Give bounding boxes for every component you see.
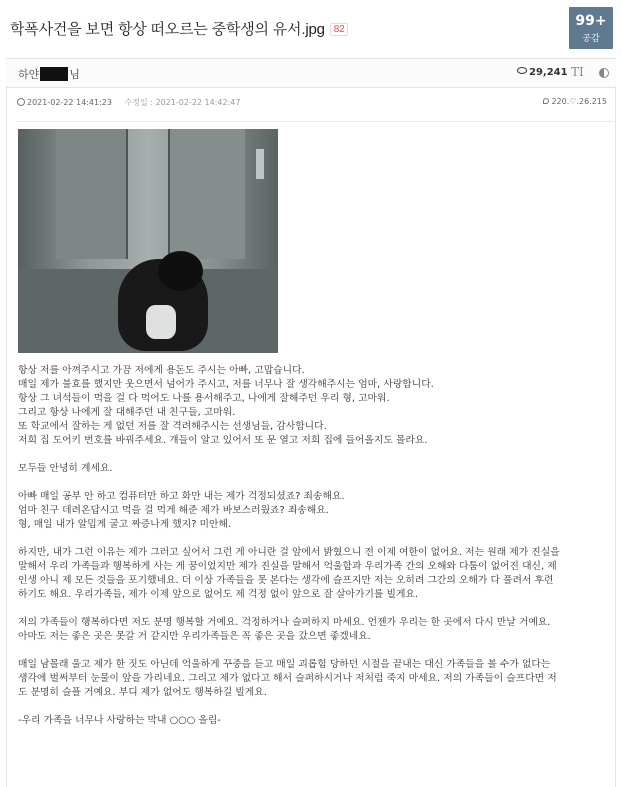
paragraph-gap xyxy=(18,644,608,658)
author-name[interactable] xyxy=(18,66,80,82)
meta-divider xyxy=(17,121,613,122)
eye-icon xyxy=(517,67,527,74)
vote-button[interactable] xyxy=(569,7,613,49)
body-line: 저희 집 도어키 번호를 바꿔주세요. 걔들이 알고 있어서 또 문 열고 저희 집에 들어올지도 몰라요. xyxy=(18,435,428,446)
author-prefix: 하얀 xyxy=(18,68,40,81)
photo-door-right xyxy=(168,129,245,259)
body-line: 인생 아니 제 모든 것들을 포기했네요. 더 이상 가족들을 못 본다는 생각에 슬프지만 저는 오히려 그간의 오해가 다 풀려서 후련 xyxy=(18,575,554,586)
location-pin-icon xyxy=(543,98,549,104)
body-line: -우리 가족을 너무나 사랑하는 막내 ○○○ 올림- xyxy=(18,715,221,726)
body-line: 생각에 벌써부터 눈물이 앞을 가리네요. 그리고 제가 없다고 해서 슬퍼하시거나 저처럼 죽지 마세요. 저의 가족들이 슬프다면 저 xyxy=(18,673,557,684)
modified-date: 수정일 : 2021-02-22 14:42:47 xyxy=(124,98,241,107)
body-line: 하기도 해요. 우리가족들, 제가 이제 앞으로 없어도 제 걱정 없이 앞으로 잘 살아가기를 빌게요. xyxy=(18,589,418,600)
photo-person-shirt xyxy=(146,305,176,339)
paragraph-gap xyxy=(18,476,608,490)
post-body xyxy=(18,364,608,728)
paragraph-gap xyxy=(18,532,608,546)
body-line: 항상 그 녀석들이 먹을 걸 다 먹어도 나를 용서해주고, 나에게 잘해주던 우리 형, 고마워. xyxy=(18,393,390,404)
post-content xyxy=(6,86,616,787)
photo-person-head xyxy=(158,251,203,291)
comment-count-badge[interactable]: 82 xyxy=(330,23,349,36)
post-title-text: 학폭사건을 보면 항상 떠오르는 중학생의 유서.jpg xyxy=(10,21,325,38)
view-count xyxy=(517,67,568,78)
author-suffix: 님 xyxy=(69,68,80,81)
font-size-icon[interactable]: TI xyxy=(571,65,584,79)
post-title xyxy=(10,18,348,39)
paragraph-gap xyxy=(18,700,608,714)
vote-count: 99+ xyxy=(575,13,607,29)
body-line: 저의 가족들이 행복하다면 저도 분명 행복할 거예요. 걱정하거나 슬퍼하지 마세요. 언젠가 우리는 한 곳에서 다시 만날 거예요. xyxy=(18,617,551,628)
body-line: 항상 저를 아껴주시고 가끔 저에게 용돈도 주시는 아빠, 고맙습니다. xyxy=(18,365,305,376)
body-line: 엄마 친구 데려온답시고 먹을 걸 먹게 해준 제가 바보스러웠죠? 죄송해요. xyxy=(18,505,329,516)
body-line: 아마도 저는 좋은 곳은 못갈 거 같지만 우리가족들은 꼭 좋은 곳을 갔으면 좋겠네요. xyxy=(18,631,371,642)
ip-address xyxy=(543,97,607,106)
view-count-value: 29,241 xyxy=(529,67,568,78)
body-line: 형, 매일 내가 알밉게 굴고 짜증나게 했지? 미안해. xyxy=(18,519,232,530)
vote-label: 공감 xyxy=(582,34,600,44)
paragraph-gap xyxy=(18,602,608,616)
body-line: 하지만, 내가 그런 이유는 제가 그러고 싶어서 그런 게 아니란 걸 앞에서 밝혔으니 전 이제 여한이 없어요. 저는 원래 제가 진실을 xyxy=(18,547,560,558)
body-line: 매일 제가 불효를 했지만 웃으면서 넘어가 주시고, 저를 너무나 잘 생각해주시는 엄마, 사랑합니다. xyxy=(18,379,434,390)
post-meta xyxy=(17,97,607,108)
photo-button-panel xyxy=(256,149,264,179)
photo-door-left xyxy=(56,129,128,259)
contrast-icon[interactable] xyxy=(599,68,609,78)
paragraph-gap xyxy=(18,448,608,462)
post-header xyxy=(0,0,622,56)
body-line: 모두들 안녕히 계세요. xyxy=(18,463,113,474)
elevator-cctv-photo xyxy=(18,129,278,353)
body-line: 아빠 매일 공부 안 하고 컴퓨터만 하고 화만 내는 제가 걱정되셨죠? 죄송해요. xyxy=(18,491,345,502)
body-line: 도 분명히 슬플 거예요. 부디 제가 없어도 행복하길 빌게요. xyxy=(18,687,267,698)
body-line: 말해서 우리 가족들과 행복하게 사는 게 꿈이었지만 제가 진실을 말해서 억울함과 우리가족 간의 오해와 다툼이 없어진 대신, 제 xyxy=(18,561,557,572)
ip-value: 220.♡.26.215 xyxy=(551,97,607,106)
author-bar xyxy=(6,58,616,88)
redaction-mask xyxy=(40,67,68,81)
body-line: 매일 남몰래 울고 제가 한 짓도 아닌데 억울하게 꾸중을 듣고 매일 괴롭힘 당하던 시절을 끝내는 대신 가족들을 볼 수가 없다는 xyxy=(18,659,551,670)
clock-icon xyxy=(17,98,25,106)
body-line: 그리고 항상 나에게 잘 대해주던 내 친구들, 고마워. xyxy=(18,407,236,418)
body-line: 또 학교에서 잘하는 게 없던 저를 잘 격려해주시는 선생님들, 감사합니다. xyxy=(18,421,327,432)
post-date: 2021-02-22 14:41:23 xyxy=(27,98,112,107)
